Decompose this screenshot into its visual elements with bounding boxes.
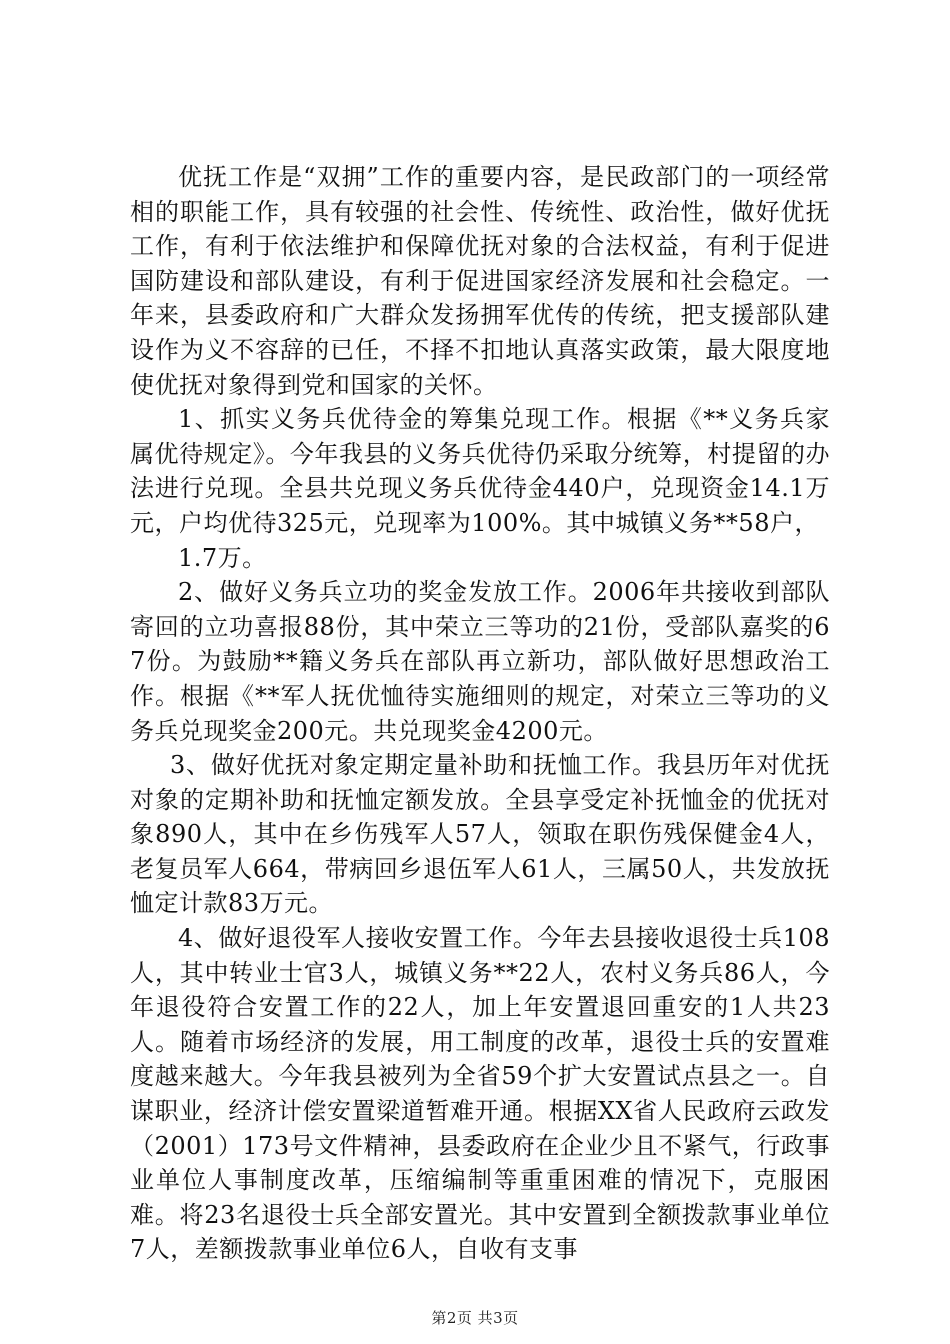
paragraph-item-1: 1、抓实义务兵优待金的筹集兑现工作。根据《**义务兵家属优待规定》。今年我县的义务兵优待仍采取分统筹，村提留的办法进行兑现。全县共兑现义务兵优待金440户，兑现资金14.1万元，户均优待325元，兑现率为100%。其中城镇义务**58户， [130,405,830,537]
page-footer: 第2页 共3页 [431,1309,519,1327]
document-body [130,160,830,1267]
paragraph-item-4: 4、做好退役军人接收安置工作。今年去县接收退役士兵108人，其中转业士官3人，城镇义务**22人，农村义务兵86人，今年退役符合安置工作的22人，加上年安置退回重安的1人共23人。随着市场经济的发展，用工制度的改革，退役士兵的安置难度越来越大。今年我县被列为全省59个扩大安置试点县之一。自谋职业，经济计偿安置梁道暂难开通。根据XX省人民政府云政发（2001）173号文件精神，县委政府在企业少且不紧气，行政事业单位人事制度改革，压缩编制等重重困难的情况下，克服困难。将23名退役士兵全部安置光。其中安置到全额拨款事业单位7人，差额拨款事业单位6人，自收有支事 [130,924,830,1264]
paragraph-intro: 优抚工作是“双拥”工作的重要内容，是民政部门的一项经常相的职能工作，具有较强的社会性、传统性、政治性，做好优抚工作，有利于依法维护和保障优抚对象的合法权益，有利于促进国防建设和部队建设，有利于促进国家经济发展和社会稳定。一年来，县委政府和广大群众发扬拥军优传的传统，把支援部队建设作为义不容辞的已任，不择不扣地认真落实政策，最大限度地使优抚对象得到党和国家的关怀。 [130,163,830,399]
paragraph-item-3: 3、做好优抚对象定期定量补助和抚恤工作。我县历年对优抚对象的定期补助和抚恤定额发放。全县享受定补抚恤金的优抚对象890人，其中在乡伤残军人57人，领取在职伤残保健金4人，老复员军人664，带病回乡退伍军人61人，三属50人，共发放抚恤定计款83万元。 [130,751,830,918]
paragraph-item-1-continued: 1.7万。 [178,543,267,572]
paragraph-item-2: 2、做好义务兵立功的奖金发放工作。2006年共接收到部队寄回的立功喜报88份，其中荣立三等功的21份，受部队嘉奖的67份。为鼓励**籍义务兵在部队再立新功，部队做好思想政治工作。根据《**军人抚优恤待实施细则的规定，对荣立三等功的义务兵兑现奖金200元。共兑现奖金4200元。 [130,578,830,745]
